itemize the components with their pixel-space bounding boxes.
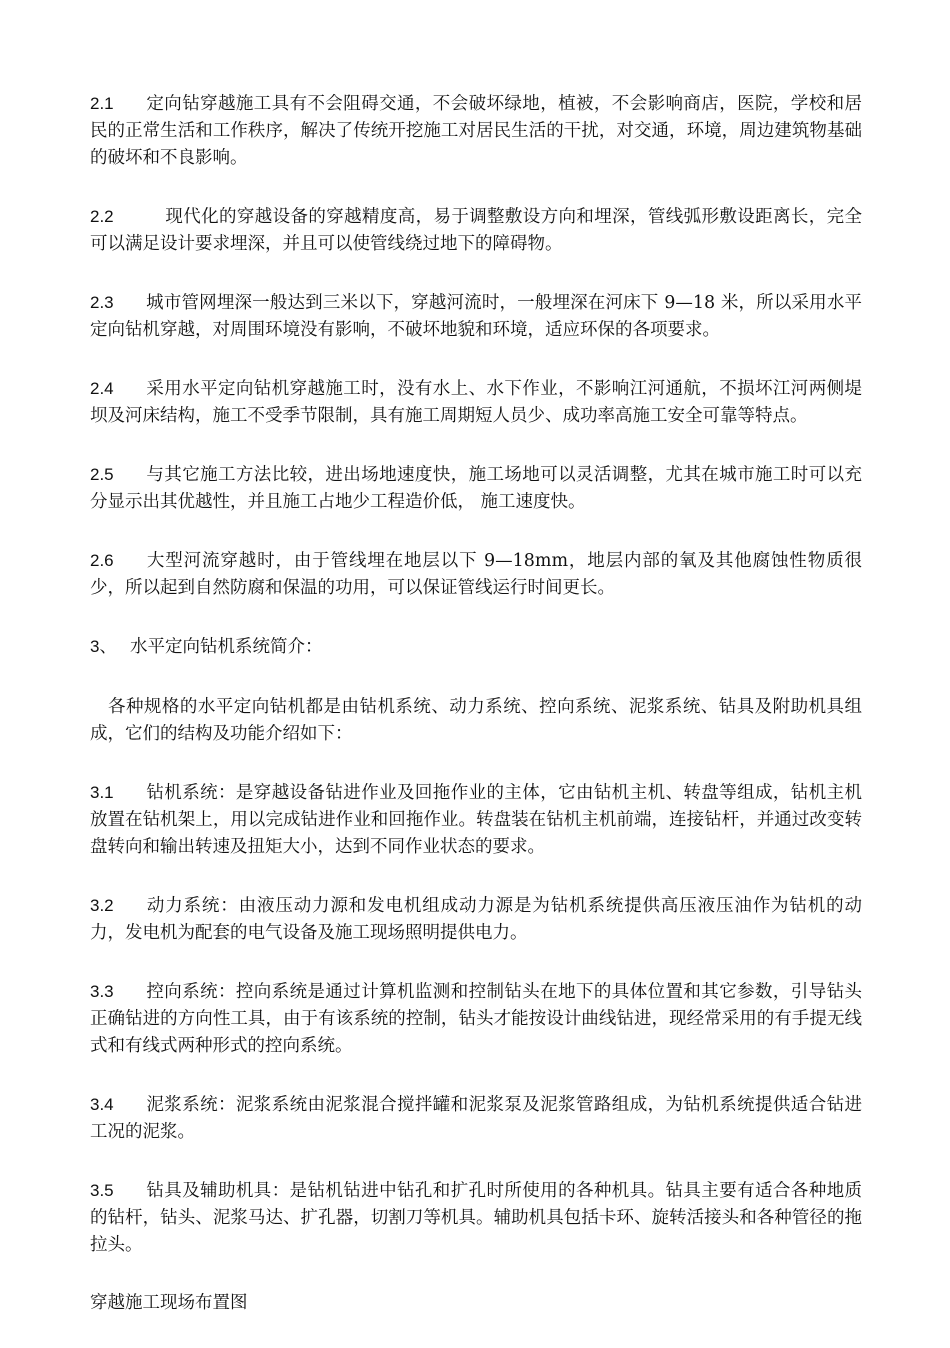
paragraph-text: 采用水平定向钻机穿越施工时，没有水上、水下作业，不影响江河通航，不损坏江河两侧堤坝及河床结构，施工不受季节限制，具有施工周期短人员少、成功率高施工安全可靠等特点。	[90, 379, 862, 426]
paragraph-text: 钻机系统：是穿越设备钻进作业及回拖作业的主体，它由钻机主机、转盘等组成，钻机主机放置在钻机架上，用以完成钻进作业和回拖作业。转盘装在钻机主机前端，连接钻杆，并通过改变转盘转向和输出转速及扭矩大小，达到不同作业状态的要求。	[90, 783, 862, 857]
paragraph-text: 定向钻穿越施工具有不会阻碍交通，不会破坏绿地，植被，不会影响商店，医院，学校和居民的正常生活和工作秩序，解决了传统开挖施工对居民生活的干扰，对交通，环境，周边建筑物基础的破坏和不良影响。	[90, 94, 862, 168]
paragraph-text: 控向系统：控向系统是通过计算机监测和控制钻头在地下的具体位置和其它参数，引导钻头正确钻进的方向性工具，由于有该系统的控制，钻头才能按设计曲线钻进，现经常采用的有手提无线式和有线式两种形式的控向系统。	[90, 982, 862, 1056]
paragraph-text: 与其它施工方法比较，进出场地速度快，施工场地可以灵活调整，尤其在城市施工时可以充分显示出其优越性，并且施工占地少工程造价低， 施工速度快。	[90, 465, 862, 512]
paragraph-3-1	[90, 779, 862, 861]
section-3-intro: 各种规格的水平定向钻机都是由钻机系统、动力系统、控向系统、泥浆系统、钻具及附助机具组成，它们的结构及功能介绍如下：	[90, 697, 862, 744]
document-page	[90, 90, 862, 1348]
section-number: 2.2	[90, 207, 114, 226]
section-title: 水平定向钻机系统简介：	[130, 637, 323, 657]
paragraph-text: 动力系统：由液压动力源和发电机组成动力源是为钻机系统提供高压液压油作为钻机的动力，发电机为配套的电气设备及施工现场照明提供电力。	[90, 896, 862, 943]
paragraph-3-4	[90, 1091, 862, 1146]
paragraph-text: 钻具及辅助机具：是钻机钻进中钻孔和扩孔时所使用的各种机具。钻具主要有适合各种地质的钻杆，钻头、泥浆马达、扩孔器，切割刀等机具。辅助机具包括卡环、旋转活接头和各种管径的拖拉头。	[90, 1181, 862, 1255]
paragraph-text: 大型河流穿越时，由于管线埋在地层以下 9—18mm，地层内部的氧及其他腐蚀性物质很少，所以起到自然防腐和保温的功用，可以保证管线运行时间更长。	[90, 551, 862, 598]
section-number: 3.2	[90, 896, 114, 915]
figure-caption: 穿越施工现场布置图	[90, 1293, 248, 1313]
paragraph-text: 泥浆系统：泥浆系统由泥浆混合搅拌罐和泥浆泵及泥浆管路组成，为钻机系统提供适合钻进工况的泥浆。	[90, 1095, 862, 1142]
paragraph-3-2	[90, 892, 862, 947]
section-number: 3.3	[90, 982, 114, 1001]
section-number: 2.1	[90, 94, 114, 113]
section-number: 3.5	[90, 1181, 114, 1200]
section-number: 3、	[90, 637, 117, 656]
paragraph-2-5	[90, 461, 862, 516]
section-number: 2.5	[90, 465, 114, 484]
paragraph-3-3	[90, 978, 862, 1060]
paragraph-2-4	[90, 375, 862, 430]
paragraph-2-1	[90, 90, 862, 172]
paragraph-2-6	[90, 547, 862, 602]
section-number: 3.4	[90, 1095, 114, 1114]
section-number: 2.4	[90, 379, 114, 398]
section-number: 2.6	[90, 551, 114, 570]
section-number: 3.1	[90, 783, 114, 802]
paragraph-text: 城市管网埋深一般达到三米以下，穿越河流时，一般埋深在河床下 9—18 米，所以采用水平定向钻机穿越，对周围环境没有影响，不破坏地貌和环境，适应环保的各项要求。	[90, 293, 862, 340]
section-3-heading	[90, 633, 862, 661]
paragraph-2-2	[90, 203, 862, 258]
section-number: 2.3	[90, 293, 114, 312]
paragraph-3-5	[90, 1177, 862, 1259]
paragraph-2-3	[90, 289, 862, 344]
paragraph-text: 现代化的穿越设备的穿越精度高，易于调整敷设方向和埋深，管线弧形敷设距离长，完全可以满足设计要求埋深，并且可以使管线绕过地下的障碍物。	[90, 207, 862, 254]
